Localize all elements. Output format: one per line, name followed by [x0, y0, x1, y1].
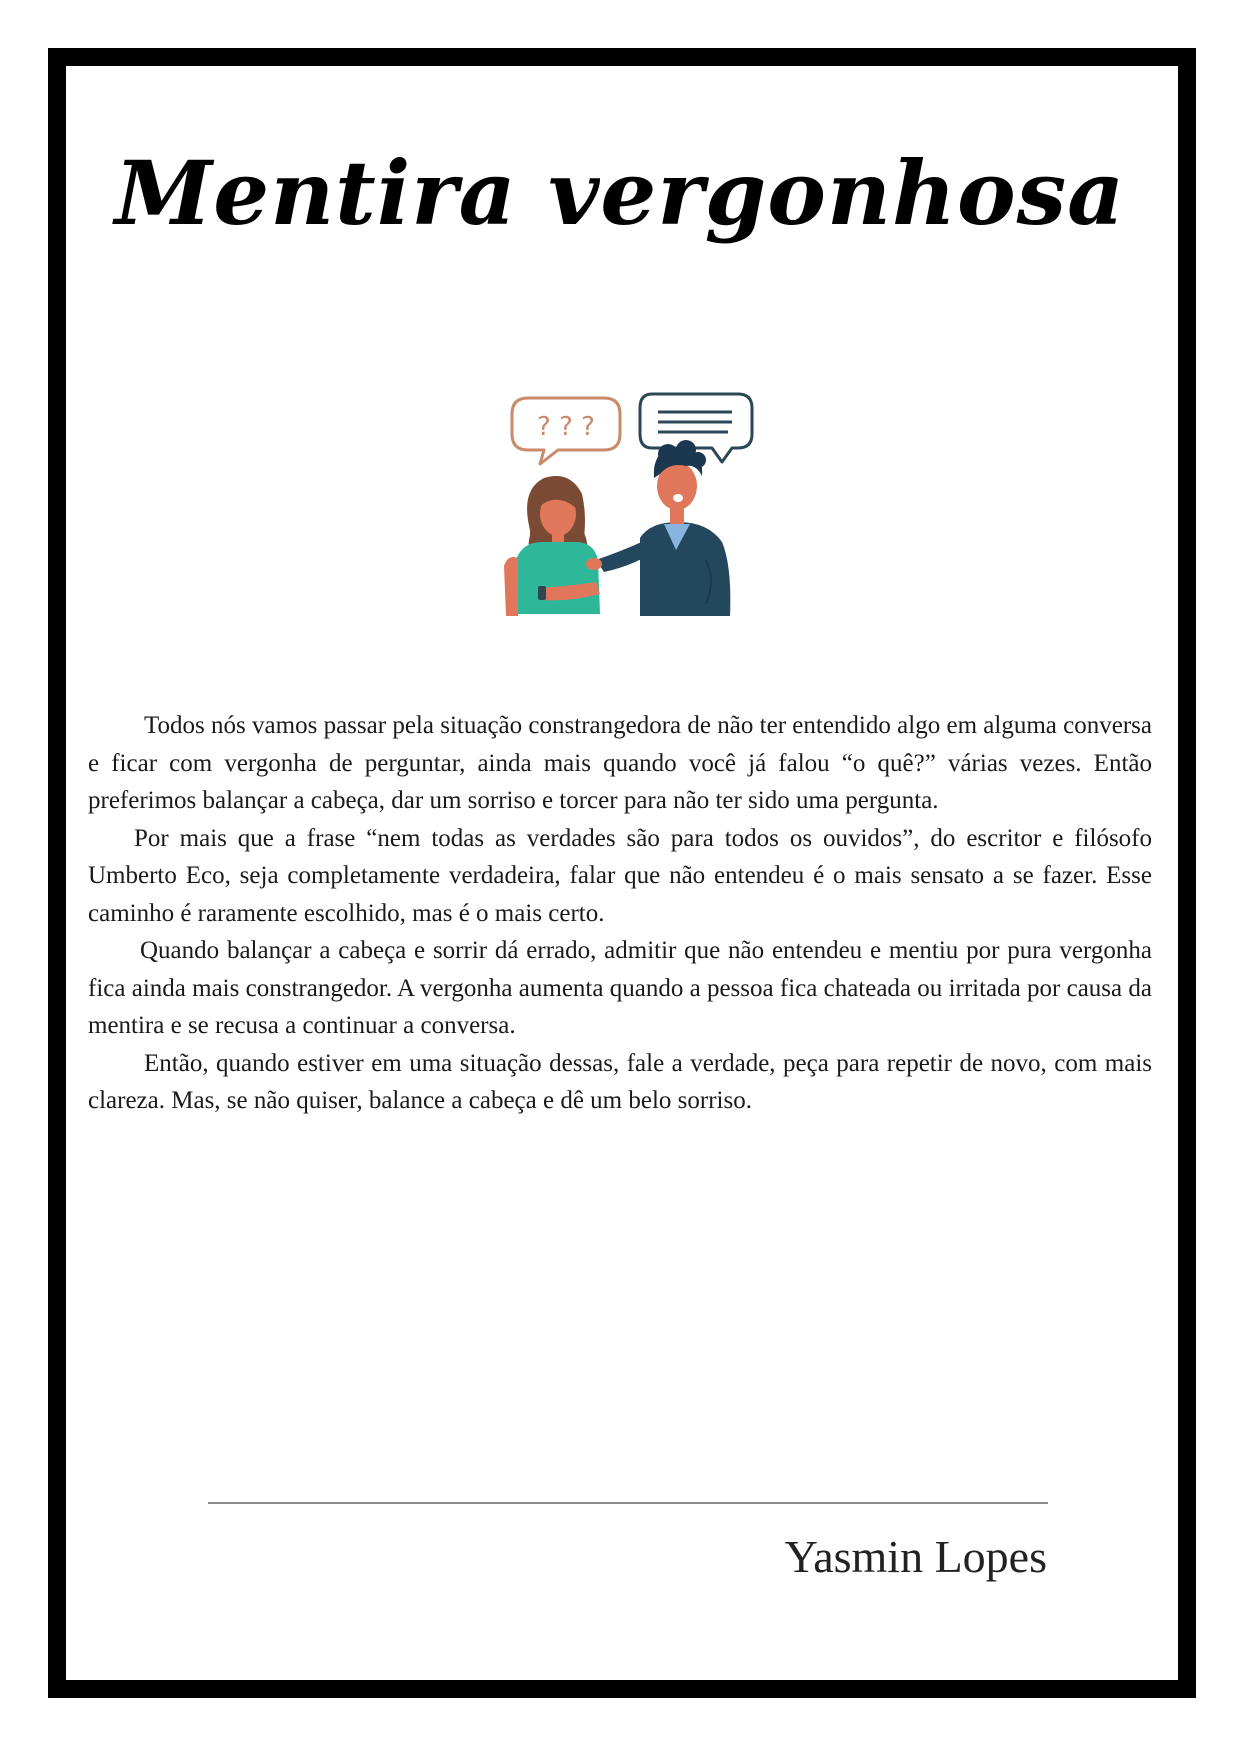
question-marks: ? ? ? [537, 412, 595, 442]
article-paragraph: Quando balançar a cabeça e sorrir dá errado, admitir que não entendeu e mentiu por pura vergonha fica ainda mais constrangedor. A vergonha aumenta quando a pessoa fica chateada ou irritada por causa da mentira e se recusa a continuar a conversa. [88, 937, 1152, 1039]
signature-line [208, 1502, 1048, 1504]
boy-figure-icon [586, 440, 730, 616]
text-bubble-icon [640, 394, 752, 462]
article-body [88, 707, 1152, 1120]
question-bubble-icon [512, 398, 620, 464]
author-name: Yasmin Lopes [784, 1531, 1047, 1582]
article-paragraph: Então, quando estiver em uma situação dessas, fale a verdade, peça para repetir de novo, com mais clareza. Mas, se não quiser, balance a cabeça e dê um belo sorriso. [88, 1049, 1152, 1114]
article-paragraph: Por mais que a frase “nem todas as verdades são para todos os ouvidos”, do escritor e filósofo Umberto Eco, seja completamente verdadeira, falar que não entendeu é o mais sensato a se fazer. Esse caminho é raramente escolhido, mas é o mais certo. [88, 824, 1152, 927]
article-paragraph: Todos nós vamos passar pela situação constrangedora de não ter entendido algo em alguma conversa e ficar com vergonha de perguntar, ainda mais quando você já falou “o quê?” várias vezes. Então preferimos balançar a cabeça, dar um sorriso e torcer para não ter sido uma pergunta. [88, 712, 1152, 814]
conversation-illustration [500, 390, 770, 620]
girl-figure-icon [504, 476, 600, 616]
page-title: Mentira vergonhosa [114, 141, 1126, 245]
